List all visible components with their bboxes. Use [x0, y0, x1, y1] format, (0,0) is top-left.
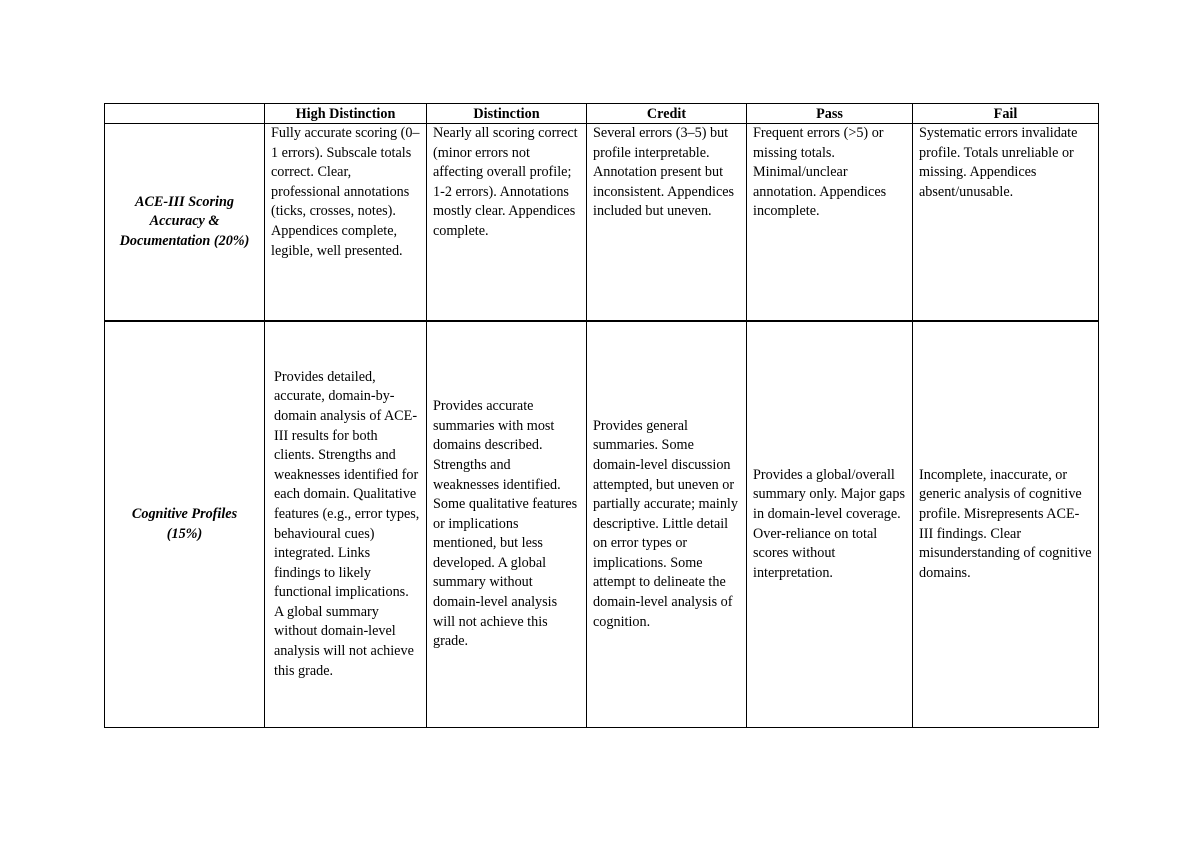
header-row — [105, 104, 1099, 124]
criterion-cell: ACE-III Scoring Accuracy & Documentation (20%) — [105, 124, 265, 322]
credit-cell: Several errors (3–5) but profile interpretable. Annotation present but inconsistent. Appendices included but uneven. — [587, 124, 747, 322]
header-high-distinction: High Distinction — [265, 104, 427, 124]
header-distinction: Distinction — [427, 104, 587, 124]
header-pass: Pass — [747, 104, 913, 124]
rubric-table — [104, 103, 1099, 728]
criterion-cell: Cognitive Profiles (15%) — [105, 321, 265, 728]
header-fail: Fail — [913, 104, 1099, 124]
table-row — [105, 124, 1099, 322]
table-row — [105, 321, 1099, 728]
distinction-cell: Provides accurate summaries with most domains described. Strengths and weaknesses identified. Some qualitative features or implications mentioned, but less developed. A global summary without domain-level analysis will not achieve this grade. — [427, 321, 587, 728]
pass-cell: Provides a global/overall summary only. Major gaps in domain-level coverage. Over-reliance on total scores without interpretation. — [747, 321, 913, 728]
pass-cell: Frequent errors (>5) or missing totals. Minimal/unclear annotation. Appendices incomplete. — [747, 124, 913, 322]
high-distinction-cell: Provides detailed, accurate, domain-by-domain analysis of ACE-III results for both clients. Strengths and weaknesses identified for each domain. Qualitative features (e.g., error types, behavioural cues) integrated. Links findings to likely functional implications. A global summary without domain-level analysis will not achieve this grade. — [265, 321, 427, 728]
fail-cell: Incomplete, inaccurate, or generic analysis of cognitive profile. Misrepresents ACE-III findings. Clear misunderstanding of cognitive domains. — [913, 321, 1099, 728]
high-distinction-cell: Fully accurate scoring (0–1 errors). Subscale totals correct. Clear, professional annotations (ticks, crosses, notes). Appendices complete, legible, well presented. — [265, 124, 427, 322]
credit-cell: Provides general summaries. Some domain-level discussion attempted, but uneven or partially accurate; mainly descriptive. Little detail on error types or implications. Some attempt to delineate the domain-level analysis of cognition. — [587, 321, 747, 728]
distinction-cell: Nearly all scoring correct (minor errors not affecting overall profile; 1-2 errors). Annotations mostly clear. Appendices complete. — [427, 124, 587, 322]
header-credit: Credit — [587, 104, 747, 124]
fail-cell: Systematic errors invalidate profile. Totals unreliable or missing. Appendices absent/unusable. — [913, 124, 1099, 322]
header-criterion — [105, 104, 265, 124]
